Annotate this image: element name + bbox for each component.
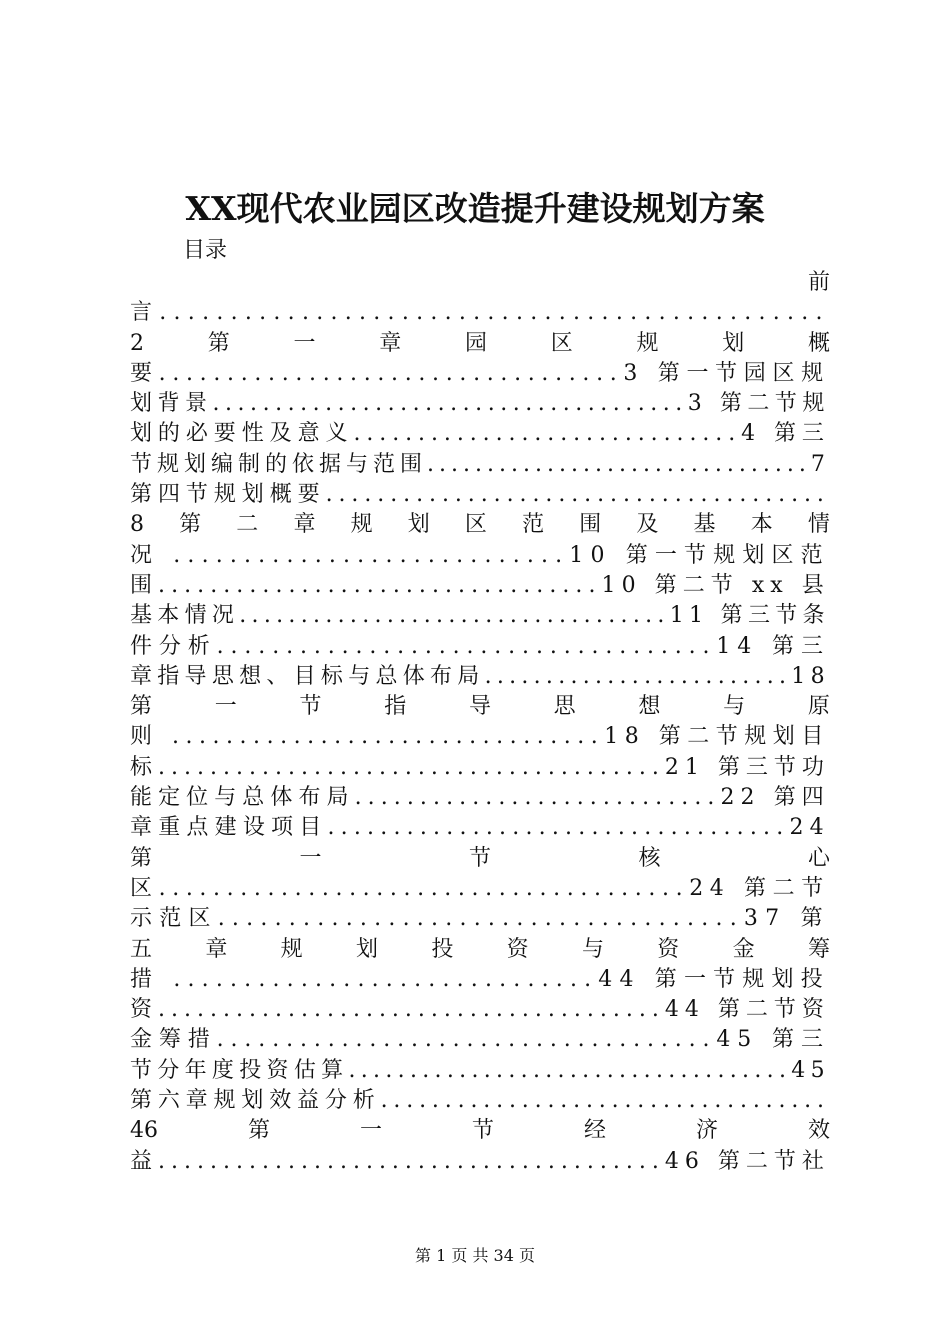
toc-text: 第 <box>207 330 230 356</box>
toc-line <box>130 813 830 843</box>
toc-text: 能定位与总体布局............................22 第四 <box>130 785 830 811</box>
toc-line <box>130 510 830 540</box>
toc-line <box>130 1116 830 1146</box>
toc-line <box>130 541 830 571</box>
toc-text: 区.......................................24 第二节 <box>130 875 830 901</box>
toc-text: 效 <box>807 1118 830 1144</box>
toc-line <box>130 692 830 722</box>
toc-text: 益.......................................46 第二节社 <box>130 1148 830 1174</box>
toc-text: 第 <box>247 1118 270 1144</box>
toc-line <box>130 783 830 813</box>
toc-text: 规 <box>280 936 303 962</box>
toc-text: 基本情况...................................11 第三节条 <box>130 603 830 629</box>
toc-text: 区 <box>550 330 573 356</box>
toc-line <box>130 298 830 328</box>
toc-line <box>130 571 830 601</box>
toc-text: 划的必要性及意义..............................4 第三 <box>130 421 830 447</box>
toc-text: 想 <box>638 694 661 720</box>
toc-text: 要..................................3 第一节园区规 <box>130 360 830 386</box>
toc-text: 筹 <box>807 936 830 962</box>
toc-line <box>130 329 830 359</box>
toc-line <box>130 1086 830 1116</box>
toc-text: 五 <box>130 936 153 962</box>
toc-text: 思 <box>553 694 576 720</box>
toc-text: 原 <box>807 694 830 720</box>
toc-text: 件分析....................................14 第三 <box>130 633 830 659</box>
toc-text: 措 ..............................44 第一节规划投 <box>130 966 830 992</box>
toc-text: 一 <box>359 1118 382 1144</box>
toc-text: 导 <box>468 694 491 720</box>
toc-text: 园 <box>464 330 487 356</box>
toc-text: 节 <box>299 694 322 720</box>
toc-text: 围..................................10 第二节 xx 县 <box>130 572 830 598</box>
toc-text: 金筹措....................................45 第三 <box>130 1027 830 1053</box>
toc-text: 区 <box>464 512 487 538</box>
toc-line <box>130 389 830 419</box>
toc-text: 资 <box>657 936 680 962</box>
toc-line <box>130 632 830 662</box>
toc-line <box>130 753 830 783</box>
page-footer: 第 1 页 共 34 页 <box>415 1246 535 1265</box>
toc-text: 节规划编制的依据与范围................................7 <box>130 451 830 477</box>
toc-text: 一 <box>299 845 322 871</box>
toc-line <box>130 359 830 389</box>
toc-line <box>130 874 830 904</box>
toc-line <box>130 935 830 965</box>
toc-line <box>130 904 830 934</box>
toc-line <box>130 419 830 449</box>
toc-text: 第六章规划效益分析................................... <box>130 1088 830 1114</box>
toc-text: 节 <box>471 1118 494 1144</box>
toc-text: 概 <box>807 330 830 356</box>
toc-text: 8 <box>130 512 144 538</box>
toc-text: 则 ................................18 第二节规划目 <box>130 724 830 750</box>
toc-text: 46 <box>130 1118 158 1144</box>
toc-text: 济 <box>695 1118 718 1144</box>
toc-line <box>130 601 830 631</box>
toc-heading: 目录 <box>183 238 228 263</box>
toc-text: 章重点建设项目...................................24 <box>130 815 830 841</box>
toc-text: 规 <box>350 512 373 538</box>
toc-line <box>130 995 830 1025</box>
toc-line <box>130 662 830 692</box>
toc-text: 2 <box>130 330 144 356</box>
toc-text: 资.......................................44 第二节资 <box>130 997 830 1023</box>
toc-text: 核 <box>638 845 661 871</box>
toc-text: 第 <box>130 694 153 720</box>
toc-line <box>130 480 830 510</box>
toc-text: 金 <box>732 936 755 962</box>
toc-text: 与 <box>723 694 746 720</box>
toc-text: 本 <box>750 512 773 538</box>
toc-text: 章 <box>379 330 402 356</box>
toc-text: 资 <box>506 936 529 962</box>
toc-text: 第 <box>130 845 153 871</box>
toc-text: 经 <box>583 1118 606 1144</box>
toc-text: 二 <box>236 512 259 538</box>
toc-line <box>130 722 830 752</box>
toc-text: 围 <box>579 512 602 538</box>
toc-line <box>130 1147 830 1177</box>
toc-line <box>130 1056 830 1086</box>
toc-text: 心 <box>807 845 830 871</box>
toc-text: 指 <box>384 694 407 720</box>
toc-text: 与 <box>581 936 604 962</box>
toc-text: 示范区.....................................37 第 <box>130 906 830 932</box>
toc-text: 投 <box>431 936 454 962</box>
toc-text: 第 <box>179 512 202 538</box>
toc-line <box>130 268 830 298</box>
toc-text: 基 <box>693 512 716 538</box>
toc-text: 节分年度投资估算....................................45 <box>130 1057 830 1083</box>
toc-text: 标.......................................21 第三节功 <box>130 754 830 780</box>
toc-text: 划 <box>407 512 430 538</box>
toc-text: 章 <box>293 512 316 538</box>
document-title: XX现代农业园区改造提升建设规划方案 <box>185 189 765 228</box>
toc-text: 一 <box>214 694 237 720</box>
toc-line <box>130 1025 830 1055</box>
toc-text: 划 <box>722 330 745 356</box>
toc-text: 章指导思想、目标与总体布局.........................18 <box>130 663 830 689</box>
toc-line <box>130 844 830 874</box>
toc-text: 及 <box>636 512 659 538</box>
toc-text: 节 <box>468 845 491 871</box>
toc-line <box>130 450 830 480</box>
toc-text: 言............................................... <box>130 300 830 326</box>
toc-line <box>130 965 830 995</box>
toc-text: 章 <box>205 936 228 962</box>
toc-text: 第四节规划概要....................................... <box>130 482 830 508</box>
table-of-contents <box>130 268 830 1177</box>
toc-text: 划 <box>355 936 378 962</box>
toc-text: 前 <box>807 270 830 295</box>
toc-text: 一 <box>293 330 316 356</box>
toc-text: 规 <box>636 330 659 356</box>
toc-text: 划背景......................................3 第二节规 <box>130 391 830 417</box>
toc-text: 况 ............................10 第一节规划区范 <box>130 542 830 568</box>
toc-text: 情 <box>807 512 830 538</box>
toc-text: 范 <box>522 512 545 538</box>
